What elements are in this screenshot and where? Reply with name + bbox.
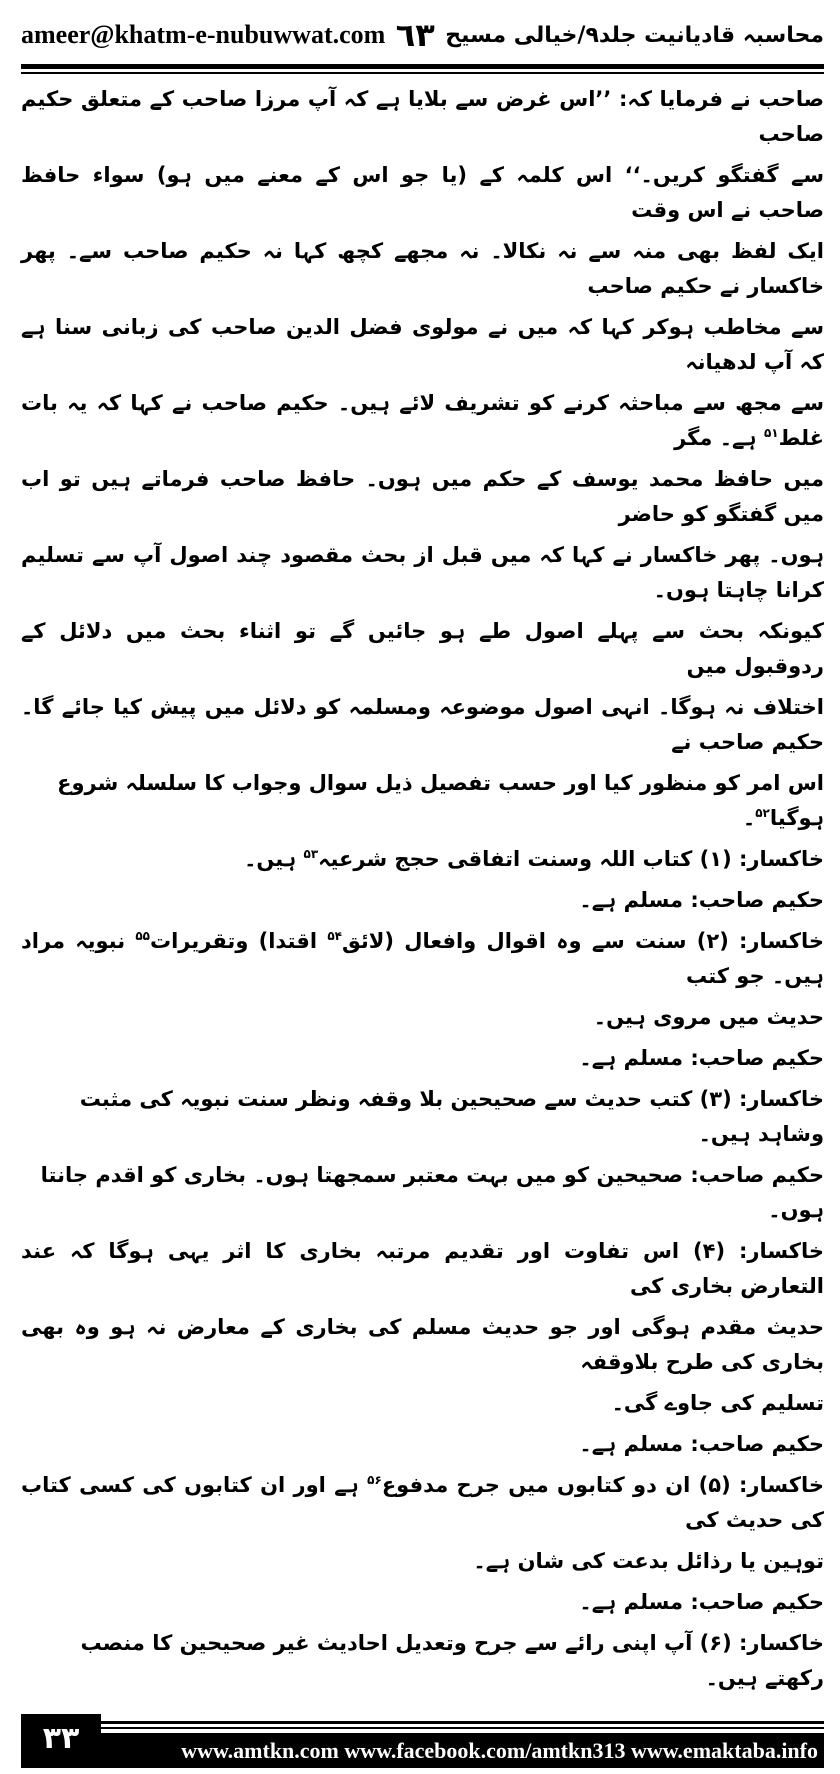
text-line [21, 234, 824, 304]
header-page-number: ٦٣ [395, 16, 435, 54]
text-line [21, 1626, 824, 1696]
text-segment: سے گفتگو کریں۔‘‘ اس کلمہ کے (یا جو اس کے معنے میں ہو) سواء حافظ صاحب نے اس وقت [21, 163, 824, 222]
text-line [21, 1427, 824, 1462]
footer-links: www.amtkn.com www.facebook.com/amtkn313 www.emaktaba.info [101, 1733, 824, 1768]
text-line [21, 1585, 824, 1620]
text-segment: میں حافظ محمد یوسف کے حکم میں ہوں۔ حافظ صاحب فرماتے ہیں تو اب میں گفتگو کو حاضر [21, 467, 824, 526]
text-segment: حدیث مقدم ہوگی اور جو حدیث مسلم کی بخاری کے معارض نہ ہو وہ بھی بخاری کی طرح بلاوقفہ [21, 1315, 824, 1374]
text-segment: ہے اور ان کتابوں کی کسی کتاب کی حدیث کی [21, 1473, 824, 1532]
text-line [21, 82, 824, 152]
text-line [21, 310, 824, 380]
text-line [21, 1310, 824, 1380]
text-segment: نبویہ مراد ہیں۔ جو کتب [21, 929, 824, 988]
text-line [21, 1386, 824, 1421]
header-rule-thick [21, 64, 824, 69]
text-line [21, 883, 824, 918]
text-line [21, 1041, 824, 1076]
text-segment: خاکسار: (۴) اس تفاوت اور تقدیم مرتبہ بخاری کا اثر یہی ہوگا کہ عند التعارض بخاری کی [21, 1239, 824, 1298]
header-email: ameer@khatm-e-nubuwwat.com [21, 20, 386, 49]
text-line [21, 1468, 824, 1538]
text-segment: سے مجھ سے مباحثہ کرنے کو تشریف لائے ہیں۔ حکیم صاحب نے کہا کہ یہ بات غلط [21, 391, 824, 450]
text-line [21, 924, 824, 994]
text-segment: خاکسار: (۳) کتب حدیث سے صحیحین بلا وقفہ ونظر سنت نبویہ کی مثبت وشاہد ہیں۔ [79, 1087, 824, 1146]
page-footer [21, 1714, 824, 1768]
footnote-marker: ۵۳ [303, 847, 319, 861]
text-line [21, 538, 824, 608]
text-segment: ہوں۔ پھر خاکسار نے کہا کہ میں قبل از بحث مقصود چند اصول آپ سے تسلیم کرانا چاہتا ہوں۔ [21, 543, 824, 602]
text-segment: حکیم صاحب: مسلم ہے۔ [579, 1046, 824, 1070]
text-segment: حدیث میں مروی ہیں۔ [593, 1005, 824, 1029]
text-line [21, 842, 824, 877]
text-segment: تسلیم کی جاوے گی۔ [611, 1391, 824, 1415]
footnote-marker: ۵۵ [135, 929, 150, 943]
text-segment: حکیم صاحب: مسلم ہے۔ [579, 888, 824, 912]
footnote-marker: ۵۶ [367, 1473, 382, 1487]
footer-right [101, 1714, 824, 1768]
text-line [21, 462, 824, 532]
text-segment: اقتدا) وتقریرات [150, 929, 328, 953]
text-segment: کیونکہ بحث سے پہلے اصول طے ہو جائیں گے تو اثناء بحث میں دلائل کے ردوقبول میں [21, 619, 824, 678]
text-line [21, 158, 824, 228]
text-segment: توہین یا رذائل بدعت کی شان ہے۔ [473, 1549, 824, 1573]
text-segment: صاحب نے فرمایا کہ: ’’اس غرض سے بلایا ہے کہ آپ مرزا صاحب کے متعلق حکیم صاحب [21, 87, 824, 146]
text-line [21, 690, 824, 760]
text-segment: ایک لفظ بھی منہ سے نہ نکالا۔ نہ مجھے کچھ کہا نہ حکیم صاحب سے۔ پھر خاکسار نے حکیم صاحب [21, 239, 824, 298]
body-text [21, 74, 824, 1702]
footer-rule [101, 1727, 824, 1729]
header-row [21, 10, 824, 60]
text-segment: خاکسار: (۵) ان دو کتابوں میں جرح مدفوع [381, 1473, 825, 1497]
text-segment: ۔ [742, 806, 756, 830]
text-line [21, 766, 824, 836]
text-segment: خاکسار: (۶) آپ اپنی رائے سے جرح وتعدیل احادیث غیر صحیحین کا منصب رکھتے ہیں۔ [80, 1631, 824, 1690]
text-line [21, 386, 824, 456]
text-segment: ہے۔ مگر [674, 426, 764, 450]
text-segment: حکیم صاحب: مسلم ہے۔ [579, 1590, 824, 1614]
footnote-marker: ۵۲ [755, 806, 770, 820]
footer-page-number: ۳۳ [21, 1714, 101, 1768]
header-book-title: محاسبہ قادیانیت جلد۹/خیالی مسیح [445, 22, 824, 48]
text-line [21, 1082, 824, 1152]
text-line [21, 1544, 824, 1579]
footer-rule [101, 1721, 824, 1724]
text-line [21, 1000, 824, 1035]
text-line [21, 614, 824, 684]
footnote-marker: ۵۴ [327, 929, 342, 943]
text-segment: سے مخاطب ہوکر کہا کہ میں نے مولوی فضل الدین صاحب کی زبانی سنا ہے کہ آپ لدھیانہ [21, 315, 824, 374]
text-segment: خاکسار: (۱) کتاب اللہ وسنت اتفاقی حجج شرعیہ [318, 847, 824, 871]
text-segment: خاکسار: (۲) سنت سے وہ اقوال وافعال (لائق [341, 929, 825, 953]
page-header [21, 10, 824, 74]
footnote-marker: ۵۱ [763, 426, 779, 440]
text-segment: حکیم صاحب: مسلم ہے۔ [579, 1432, 824, 1456]
text-segment: اس امر کو منظور کیا اور حسب تفصیل ذیل سوال وجواب کا سلسلہ شروع ہوگیا [57, 771, 824, 830]
text-segment: ہیں۔ [244, 847, 304, 871]
text-line [21, 1158, 824, 1228]
text-segment: اختلاف نہ ہوگا۔ انہی اصول موضوعہ ومسلمہ کو دلائل میں پیش کیا جائے گا۔ حکیم صاحب نے [21, 695, 824, 754]
text-line [21, 1234, 824, 1304]
text-segment: حکیم صاحب: صحیحین کو میں بہت معتبر سمجھتا ہوں۔ بخاری کو اقدم جانتا ہوں۔ [40, 1163, 824, 1222]
